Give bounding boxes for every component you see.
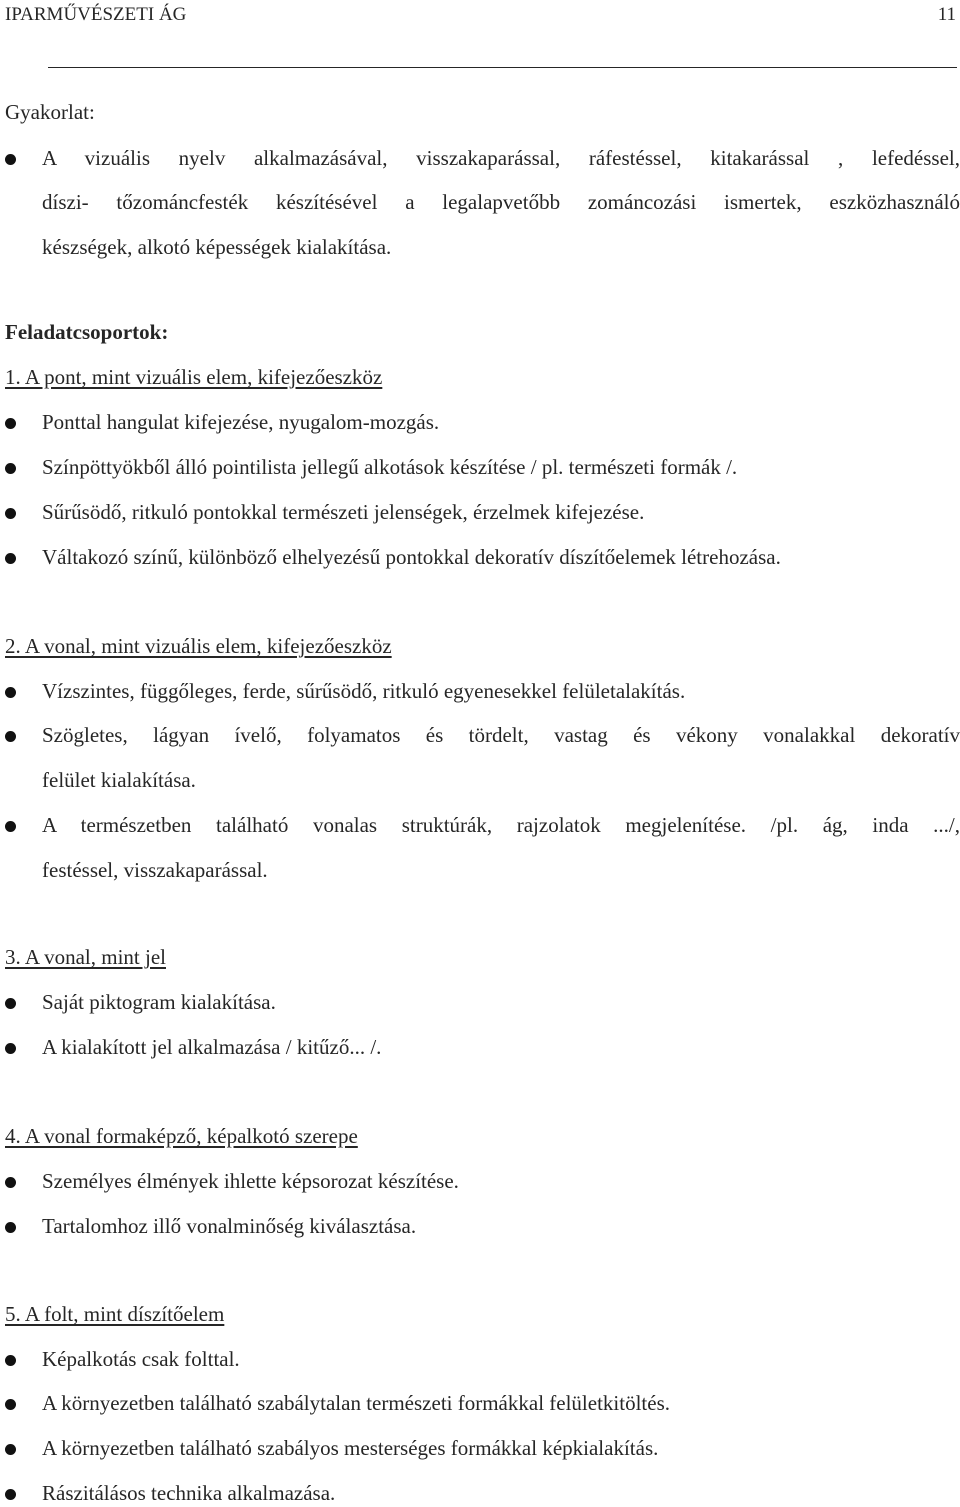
bullet-icon (5, 508, 16, 519)
section-2-item-3: A természetben található vonalas struktúrák, rajzolatok megjelenítése. /pl. ág, inda .../, (42, 813, 960, 837)
bullet-icon (5, 998, 16, 1009)
bullet-icon (5, 731, 16, 742)
section-2-title: 2. A vonal, mint vizuális elem, kifejezőeszköz (5, 634, 392, 658)
page-header (5, 4, 960, 28)
bullet-icon (5, 1444, 16, 1455)
section-2-item-1: Vízszintes, függőleges, ferde, sűrűsödő, ritkuló egyenesekkel felületalakítás. (42, 679, 686, 703)
section-1-item-2: Színpöttyökből álló pointilista jellegű alkotások készítése / pl. természeti formák /. (42, 455, 738, 479)
section-5-item-3: A környezetben található szabályos mesterséges formákkal képkialakítás. (42, 1436, 659, 1460)
section-1-item-3: Sűrűsödő, ritkuló pontokkal természeti jelenségek, érzelmek kifejezése. (42, 500, 645, 524)
section-1-title: 1. A pont, mint vizuális elem, kifejezőeszköz (5, 365, 383, 389)
section-2-item-3-cont: festéssel, visszakaparással. (42, 858, 268, 882)
page-number: 11 (937, 4, 956, 25)
bullet-icon (5, 154, 16, 165)
section-5-item-2: A környezetben található szabálytalan természeti formákkal felületkitöltés. (42, 1391, 671, 1415)
bullet-icon (5, 463, 16, 474)
bullet-icon (5, 418, 16, 429)
section-3-item-2: A kialakított jel alkalmazása / kitűző... /. (42, 1035, 382, 1059)
section-3-title: 3. A vonal, mint jel (5, 945, 166, 969)
section-4-item-2: Tartalomhoz illő vonalminőség kiválasztása. (42, 1214, 417, 1238)
bullet-icon (5, 1043, 16, 1054)
bullet-icon (5, 821, 16, 832)
header-title: IPARMŰVÉSZETI ÁG (5, 4, 187, 25)
practice-line-2: díszi- tőzománcfesték készítésével a legalapvetőbb zománcozási ismertek, eszközhasználó (42, 190, 960, 214)
section-2-item-2: Szögletes, lágyan ívelő, folyamatos és tördelt, vastag és vékony vonalakkal dekoratív (42, 723, 960, 747)
practice-line-1: A vizuális nyelv alkalmazásával, visszakaparással, ráfestéssel, kitakarással , lefedéssel, (42, 146, 960, 170)
bullet-icon (5, 1355, 16, 1366)
section-4-title: 4. A vonal formaképző, képalkotó szerepe (5, 1124, 358, 1148)
section-5-item-4: Rászitálásos technika alkalmazása. (42, 1481, 336, 1505)
bullet-icon (5, 1399, 16, 1410)
section-5-title: 5. A folt, mint díszítőelem (5, 1302, 225, 1326)
task-groups-heading: Feladatcsoportok: (5, 320, 169, 344)
bullet-icon (5, 1177, 16, 1188)
bullet-icon (5, 1222, 16, 1233)
header-rule (48, 67, 957, 68)
section-3-item-1: Saját piktogram kialakítása. (42, 990, 276, 1014)
bullet-icon (5, 553, 16, 564)
bullet-icon (5, 687, 16, 698)
section-1-item-4: Váltakozó színű, különböző elhelyezésű pontokkal dekoratív díszítőelemek létrehozása. (42, 545, 781, 569)
practice-heading: Gyakorlat: (5, 100, 95, 124)
bullet-icon (5, 1489, 16, 1500)
section-5-item-1: Képalkotás csak folttal. (42, 1347, 240, 1371)
section-2-item-2-cont: felület kialakítása. (42, 768, 196, 792)
section-4-item-1: Személyes élmények ihlette képsorozat készítése. (42, 1169, 459, 1193)
section-1-item-1: Ponttal hangulat kifejezése, nyugalom-mozgás. (42, 410, 440, 434)
practice-line-3: készségek, alkotó képességek kialakítása. (42, 235, 392, 259)
